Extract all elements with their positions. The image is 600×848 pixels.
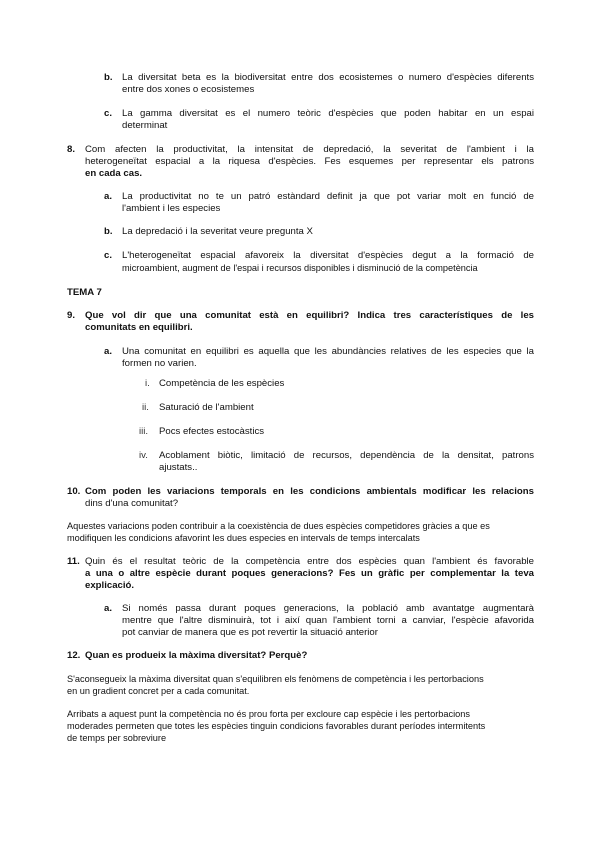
q11-question [85,556,534,592]
q7-b-line1: La diversitat beta es la biodiversitat entre dos ecosistemes o numero d'espècies diferents [122,72,534,83]
q10-number: 10. [67,486,81,497]
q8-c-label: c. [104,250,113,261]
q8-line1: Com afecten la productivitat, la intensitat de depredació, la severitat de l'ambient i la [85,144,534,155]
q11-a-line3: pot canviar de manera que es pot revertir la situació anterior [122,627,378,638]
q8-a-line1: La productivitat no te un patró estàndard definit ja que pot variar molt en funció de [122,191,534,202]
q9-a-label: a. [104,346,113,357]
q12-paragraph-2 [67,708,537,744]
q8-line2: heterogeneïtat espacial a la riquesa d'espècies. Fes esquemes per representar els patrons [85,156,534,167]
q8-a-line2: l'ambient i les especies [122,203,221,214]
q7-b-label: b. [104,72,113,83]
q12-paragraph-1 [67,673,537,697]
q12-p2-line2: moderades permeten que totes les espècies tinguin condicions favorables durant períodes intermitents [67,721,486,731]
q12-p2-line1: Arribats a aquest punt la competència no és prou forta per excloure cap espècie i les pertorbacions [67,709,470,719]
q12-number: 12. [67,650,81,661]
q8-b-label: b. [104,226,113,237]
q9-number: 9. [67,310,76,321]
q8-a-text [122,191,534,215]
q7-b-text [122,72,534,96]
q11-line2: a una o altre espècie durant poques generacions? Fes un gràfic per complementar la teva [85,568,534,579]
q8-line3: en cada cas. [85,168,143,179]
q11-a-line1: Si només passa durant poques generacions, la població amb avantatge augmentarà [122,603,534,614]
q9-a-line1: Una comunitat en equilibri es aquella que les abundàncies relatives de les especies que la [122,346,534,357]
q10-line1: Com poden les variacions temporals en les condicions ambientals modificar les relacions [85,486,534,497]
q7-c-text [122,108,534,132]
q7-b-line2: entre dos xones o ecosistemes [122,84,255,95]
q11-a-line2: mentre que l'altre disminuirà, tot i així quan l'ambient torni a canviar, l'espècie afavorida [122,615,534,626]
q12-p1-line2: en un gradient concret per a cada comunitat. [67,686,250,696]
q9-iv-label: iv. [139,450,148,461]
q8-a-label: a. [104,191,113,202]
q12-p2-line3: de temps per sobreviure [67,733,167,743]
q9-question [85,310,534,334]
q9-iv-line2: ajustats.. [159,462,198,473]
q8-number: 8. [67,144,76,155]
q11-a-label: a. [104,603,113,614]
q8-c-text [122,250,534,274]
q9-iii-label: iii. [139,426,149,437]
q7-c-line2: determinat [122,120,168,131]
q8-c-line1: L'heterogeneïtat espacial afavoreix la diversitat d'espècies degut a la formació de [122,250,534,261]
q12-p1-line1: S'aconsegueix la màxima diversitat quan s'equilibren els fenòmens de competència i les pertorbacions [67,674,484,684]
q10-answer [67,520,537,544]
q9-a-text [122,346,534,370]
q11-line3: explicació. [85,580,135,591]
q9-iv-text [159,450,534,474]
q9-iii-text: Pocs efectes estocàstics [159,426,265,437]
q11-a-text [122,603,534,639]
q9-ii-label: ii. [142,402,149,413]
q8-b-text: La depredació i la severitat veure pregunta X [122,226,313,237]
q10-line2: dins d'una comunitat? [85,498,179,509]
q12-question: Quan es produeix la màxima diversitat? Perquè? [85,650,308,661]
q10-answer-line1: Aquestes variacions poden contribuir a la coexistència de dues espècies competidores gràcies a que es [67,521,490,531]
q10-answer-line2: modifiquen les condicions afavorint les dues especies en intervals de temps intercalats [67,533,420,543]
section-heading: TEMA 7 [67,287,102,298]
q8-question [85,144,534,180]
q7-c-line1: La gamma diversitat es el numero teòric d'espècies que poden habitar en un espai [122,108,534,119]
q9-i-text: Competència de les espècies [159,378,285,389]
q9-i-label: i. [145,378,150,389]
q11-line1: Quin és el resultat teòric de la competència entre dos espècies quan l'ambient és favorable [85,556,534,567]
q9-line1: Que vol dir que una comunitat està en equilibri? Indica tres característiques de les [85,310,534,321]
q8-c-line2: microambient, augment de l'espai i recursos disponibles i disminució de la competència [122,263,478,273]
q10-question [85,486,534,510]
q9-iv-line1: Acoblament biòtic, limitació de recursos, dependència de la densitat, patrons [159,450,534,461]
q9-line2: comunitats en equilibri. [85,322,193,333]
q11-number: 11. [67,556,80,567]
q9-a-line2: formen no varien. [122,358,197,369]
q7-c-label: c. [104,108,113,119]
q9-ii-text: Saturació de l'ambient [159,402,254,413]
